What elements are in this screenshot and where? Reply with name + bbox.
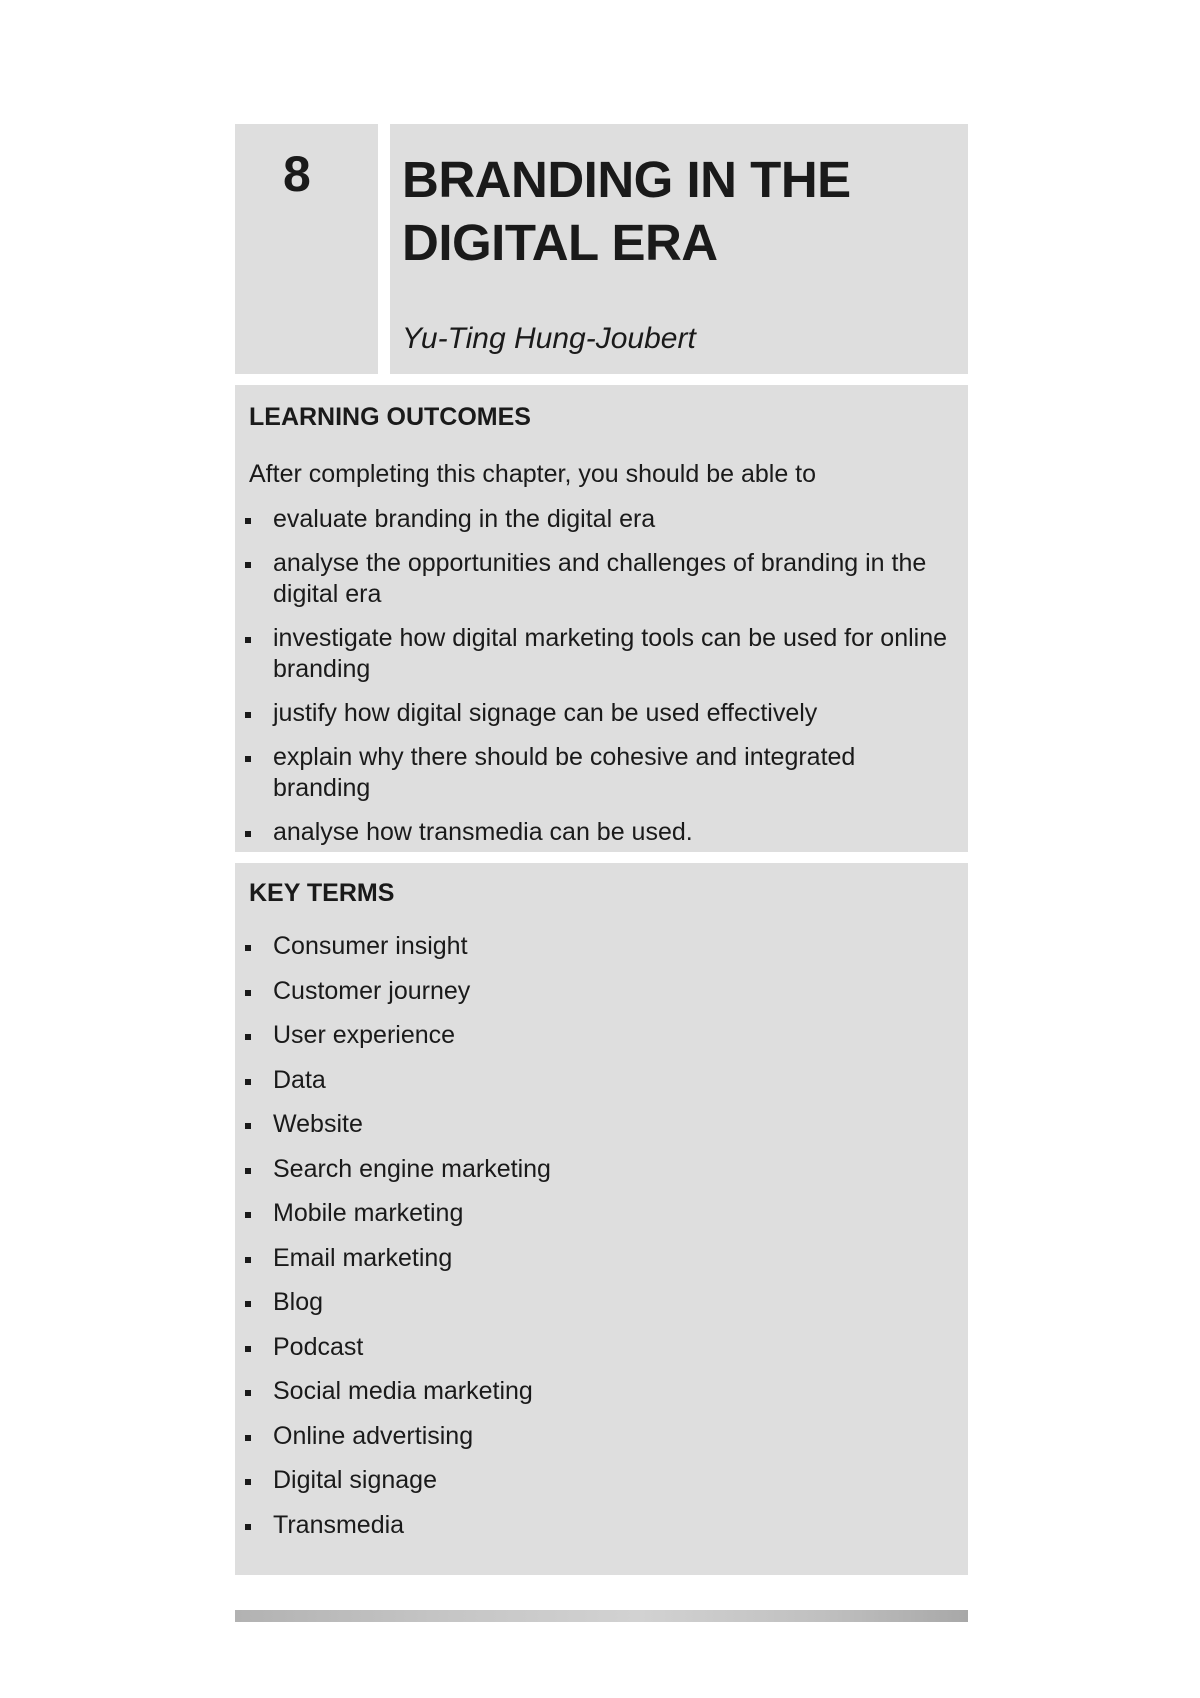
chapter-number: 8	[283, 146, 311, 202]
learning-outcome-text: analyse the opportunities and challenges of branding in the digital era	[273, 549, 927, 608]
learning-outcome-text: explain why there should be cohesive and integrated branding	[273, 743, 856, 802]
square-bullet-icon	[245, 1079, 251, 1085]
chapter-author: Yu-Ting Hung-Joubert	[402, 322, 696, 355]
square-bullet-icon	[245, 945, 251, 951]
key-term-text: Online advertising	[273, 1421, 474, 1450]
square-bullet-icon	[245, 1034, 251, 1040]
key-term-item	[235, 931, 968, 962]
square-bullet-icon	[245, 562, 251, 568]
square-bullet-icon	[245, 990, 251, 996]
learning-outcome-item	[235, 698, 968, 729]
key-term-item	[235, 1465, 968, 1496]
square-bullet-icon	[245, 831, 251, 837]
learning-outcomes-intro: After completing this chapter, you should be able to	[249, 460, 817, 488]
key-term-item	[235, 1421, 968, 1452]
learning-outcome-item	[235, 504, 968, 535]
key-term-item	[235, 1065, 968, 1096]
learning-outcome-text: analyse how transmedia can be used.	[273, 818, 693, 846]
key-term-item	[235, 1510, 968, 1541]
learning-outcome-item	[235, 817, 968, 848]
key-terms-heading: KEY TERMS	[249, 879, 395, 907]
key-term-text: Search engine marketing	[273, 1154, 551, 1183]
key-term-text: Podcast	[273, 1332, 364, 1361]
learning-outcome-item	[235, 742, 968, 804]
key-term-item	[235, 976, 968, 1007]
key-term-item	[235, 1243, 968, 1274]
chapter-number-box	[235, 124, 378, 374]
key-term-item	[235, 1109, 968, 1140]
key-term-text: Social media marketing	[273, 1377, 533, 1405]
key-term-text: Email marketing	[273, 1243, 453, 1272]
key-term-text: Data	[273, 1065, 326, 1094]
key-term-text: Mobile marketing	[273, 1199, 464, 1227]
key-term-text: User experience	[273, 1021, 456, 1049]
footer-divider-bar	[235, 1610, 968, 1622]
square-bullet-icon	[245, 1435, 251, 1441]
square-bullet-icon	[245, 1168, 251, 1174]
key-term-item	[235, 1020, 968, 1051]
learning-outcomes-heading: LEARNING OUTCOMES	[249, 403, 531, 431]
square-bullet-icon	[245, 1524, 251, 1530]
key-term-text: Consumer insight	[273, 932, 468, 960]
key-term-text: Website	[273, 1110, 363, 1138]
square-bullet-icon	[245, 756, 251, 762]
key-term-text: Blog	[273, 1288, 324, 1316]
square-bullet-icon	[245, 1346, 251, 1352]
key-term-item	[235, 1376, 968, 1407]
key-term-item	[235, 1198, 968, 1229]
square-bullet-icon	[245, 1123, 251, 1129]
square-bullet-icon	[245, 637, 251, 643]
learning-outcome-text: evaluate branding in the digital era	[273, 505, 656, 533]
key-terms-list	[235, 931, 968, 1554]
learning-outcome-item	[235, 548, 968, 610]
key-term-item	[235, 1332, 968, 1363]
square-bullet-icon	[245, 518, 251, 524]
learning-outcome-text: justify how digital signage can be used effectively	[273, 699, 818, 727]
square-bullet-icon	[245, 712, 251, 718]
chapter-title-box	[390, 124, 968, 374]
key-term-text: Transmedia	[273, 1510, 405, 1539]
square-bullet-icon	[245, 1301, 251, 1307]
square-bullet-icon	[245, 1212, 251, 1218]
learning-outcome-item	[235, 623, 968, 685]
key-terms-box	[235, 863, 968, 1575]
chapter-title: BRANDING IN THE DIGITAL ERA	[402, 151, 851, 271]
key-term-item	[235, 1154, 968, 1185]
key-term-item	[235, 1287, 968, 1318]
learning-outcomes-list	[235, 504, 968, 861]
key-term-text: Digital signage	[273, 1466, 437, 1494]
key-term-text: Customer journey	[273, 976, 471, 1005]
square-bullet-icon	[245, 1390, 251, 1396]
learning-outcome-text: investigate how digital marketing tools can be used for online branding	[273, 624, 948, 683]
square-bullet-icon	[245, 1257, 251, 1263]
learning-outcomes-box	[235, 385, 968, 852]
square-bullet-icon	[245, 1479, 251, 1485]
